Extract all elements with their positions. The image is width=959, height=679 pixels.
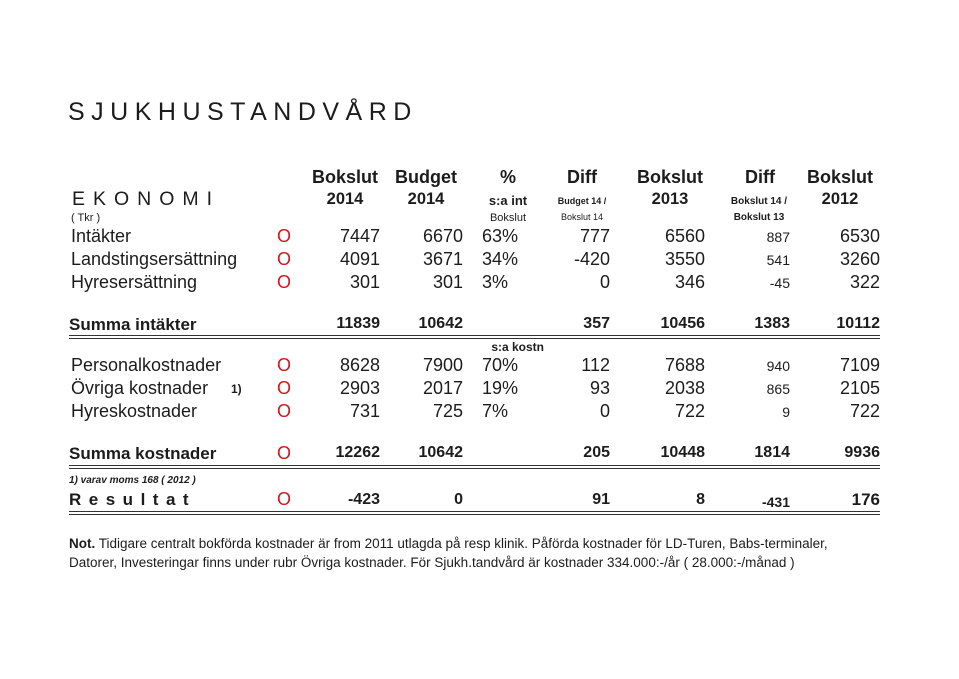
row-label: Hyreskostnader — [71, 401, 198, 421]
cell-percent: 3% — [482, 272, 509, 292]
header-percent: % — [499, 167, 516, 187]
header-budget-2014: Budget — [395, 167, 457, 187]
cell-bokslut-2014: 12262 — [335, 444, 380, 461]
row-label: Landstingsersättning — [71, 249, 238, 269]
header-diff-bokslut-sub: Bokslut 14 / — [730, 196, 788, 207]
cell-bokslut-2014: 301 — [349, 272, 380, 292]
header-diff-budget: Diff — [567, 167, 597, 187]
row-label: Intäkter — [71, 226, 132, 246]
cell-bokslut-2013: 10448 — [660, 444, 705, 461]
cell-diff-budget: 357 — [583, 315, 610, 332]
cell-bokslut-2012: 3260 — [839, 249, 880, 269]
cell-bokslut-2013: 6560 — [664, 226, 705, 246]
note-prefix: Not. — [69, 536, 96, 551]
cell-bokslut-2014: 4091 — [339, 249, 380, 269]
cell-budget-2014: 10642 — [418, 315, 463, 332]
flag-marker: O — [277, 226, 292, 246]
cell-percent: 7% — [482, 401, 509, 421]
cell-diff-budget: -420 — [573, 249, 610, 269]
header-percent-sub2: Bokslut — [489, 212, 527, 224]
cell-bokslut-2014: -423 — [347, 491, 380, 508]
cell-diff-bokslut: 1383 — [754, 315, 790, 332]
header-bokslut-2014: Bokslut — [311, 167, 378, 187]
cell-diff-bokslut: 940 — [766, 358, 790, 374]
header-year-2013: 2013 — [651, 190, 689, 208]
note-text-1: Tidigare centralt bokförda kostnader är from 2011 utlagda på resp klinik. Påförda kostnader för LD-Turen, Babs-terminaler, — [95, 536, 828, 551]
cell-bokslut-2014: 7447 — [339, 226, 380, 246]
flag-marker: O — [277, 489, 292, 509]
cell-bokslut-2014: 11839 — [336, 315, 380, 332]
cell-bokslut-2013: 3550 — [664, 249, 705, 269]
header-diff-budget-sub2: Bokslut 14 — [560, 212, 604, 222]
cell-percent: 34% — [482, 249, 519, 269]
cell-diff-bokslut: 541 — [766, 252, 790, 268]
flag-marker: O — [277, 272, 292, 292]
cell-diff-bokslut: -45 — [769, 275, 790, 291]
header-year-2014: 2014 — [326, 190, 364, 208]
cell-diff-budget: 91 — [592, 491, 610, 508]
cell-bokslut-2013: 10456 — [660, 315, 705, 332]
cell-bokslut-2013: 346 — [674, 272, 705, 292]
cell-budget-2014: 3671 — [422, 249, 463, 269]
note-line-1 — [69, 536, 828, 551]
cell-bokslut-2013: 2038 — [664, 378, 705, 398]
divider — [69, 511, 880, 512]
footnote-marker: 1) — [231, 382, 242, 396]
cell-bokslut-2014: 8628 — [339, 355, 380, 375]
cell-percent: 63% — [482, 226, 519, 246]
cell-bokslut-2012: 10112 — [836, 315, 880, 332]
row-label: Övriga kostnader — [71, 378, 209, 398]
cell-budget-2014: 2017 — [422, 378, 463, 398]
cell-bokslut-2013: 722 — [674, 401, 705, 421]
flag-marker: O — [277, 249, 292, 269]
unit-label: ( Tkr ) — [71, 212, 101, 224]
cell-diff-budget: 0 — [599, 401, 610, 421]
cell-bokslut-2012: 6530 — [839, 226, 880, 246]
flag-marker: O — [277, 378, 292, 398]
cell-diff-bokslut: 1814 — [754, 444, 790, 461]
flag-marker: O — [277, 443, 292, 463]
cell-budget-2014: 0 — [454, 491, 463, 508]
flag-marker: O — [277, 355, 292, 375]
divider — [69, 335, 880, 336]
cell-budget-2014: 725 — [432, 401, 463, 421]
cell-diff-budget: 0 — [599, 272, 610, 292]
cell-bokslut-2012: 9936 — [844, 444, 880, 461]
row-label: Hyresersättning — [71, 272, 198, 292]
cell-bokslut-2012: 176 — [851, 490, 880, 509]
header-diff-budget-sub: Budget 14 / — [557, 196, 607, 206]
cell-bokslut-2012: 322 — [849, 272, 880, 292]
divider — [69, 468, 880, 469]
page-title: SJUKHUSTANDVÅRD — [68, 98, 418, 126]
row-label: Summa intäkter — [69, 315, 197, 334]
cell-percent: 70% — [482, 355, 519, 375]
row-label: Summa kostnader — [69, 444, 217, 463]
header-diff-bokslut: Diff — [745, 167, 775, 187]
cell-budget-2014: 10642 — [418, 444, 463, 461]
cell-bokslut-2012: 2105 — [839, 378, 880, 398]
cell-diff-bokslut: 887 — [766, 229, 790, 245]
cell-bokslut-2012: 722 — [849, 401, 880, 421]
cell-diff-budget: 777 — [579, 226, 610, 246]
divider — [69, 514, 880, 515]
cell-bokslut-2013: 8 — [696, 491, 705, 508]
cell-bokslut-2014: 731 — [349, 401, 380, 421]
cost-percent-header: s:a kostn — [491, 340, 544, 354]
cell-diff-bokslut: 9 — [782, 404, 790, 420]
header-bokslut-2012: Bokslut — [806, 167, 873, 187]
cell-budget-2014: 6670 — [422, 226, 463, 246]
note-line-2: Datorer, Investeringar finns under rubr Övriga kostnader. För Sjukh.tandvård är kostnader 334.000:-/år ( 28.000:-/månad ) — [69, 555, 795, 570]
vat-footnote: 1) varav moms 168 ( 2012 ) — [69, 475, 196, 486]
header-percent-sub: s:a int — [488, 193, 528, 208]
header-bokslut-2013: Bokslut — [636, 167, 703, 187]
header-budget-year: 2014 — [407, 190, 445, 208]
cell-bokslut-2012: 7109 — [839, 355, 880, 375]
flag-marker: O — [277, 401, 292, 421]
row-label: Personalkostnader — [71, 355, 222, 375]
cell-bokslut-2013: 7688 — [664, 355, 705, 375]
cell-diff-budget: 205 — [583, 444, 610, 461]
header-diff-bokslut-sub2: Bokslut 13 — [733, 212, 785, 223]
cell-percent: 19% — [482, 378, 519, 398]
cell-diff-bokslut: 865 — [766, 381, 790, 397]
divider — [69, 338, 880, 339]
cell-bokslut-2014: 2903 — [339, 378, 380, 398]
header-year-2012: 2012 — [821, 190, 859, 208]
cell-diff-bokslut: -431 — [761, 494, 790, 510]
cell-diff-budget: 112 — [581, 355, 610, 375]
cell-budget-2014: 7900 — [422, 355, 463, 375]
cell-diff-budget: 93 — [589, 378, 610, 398]
cell-budget-2014: 301 — [432, 272, 463, 292]
divider — [69, 465, 880, 466]
row-label: Resultat — [69, 490, 197, 509]
section-label: EKONOMI — [72, 188, 221, 210]
